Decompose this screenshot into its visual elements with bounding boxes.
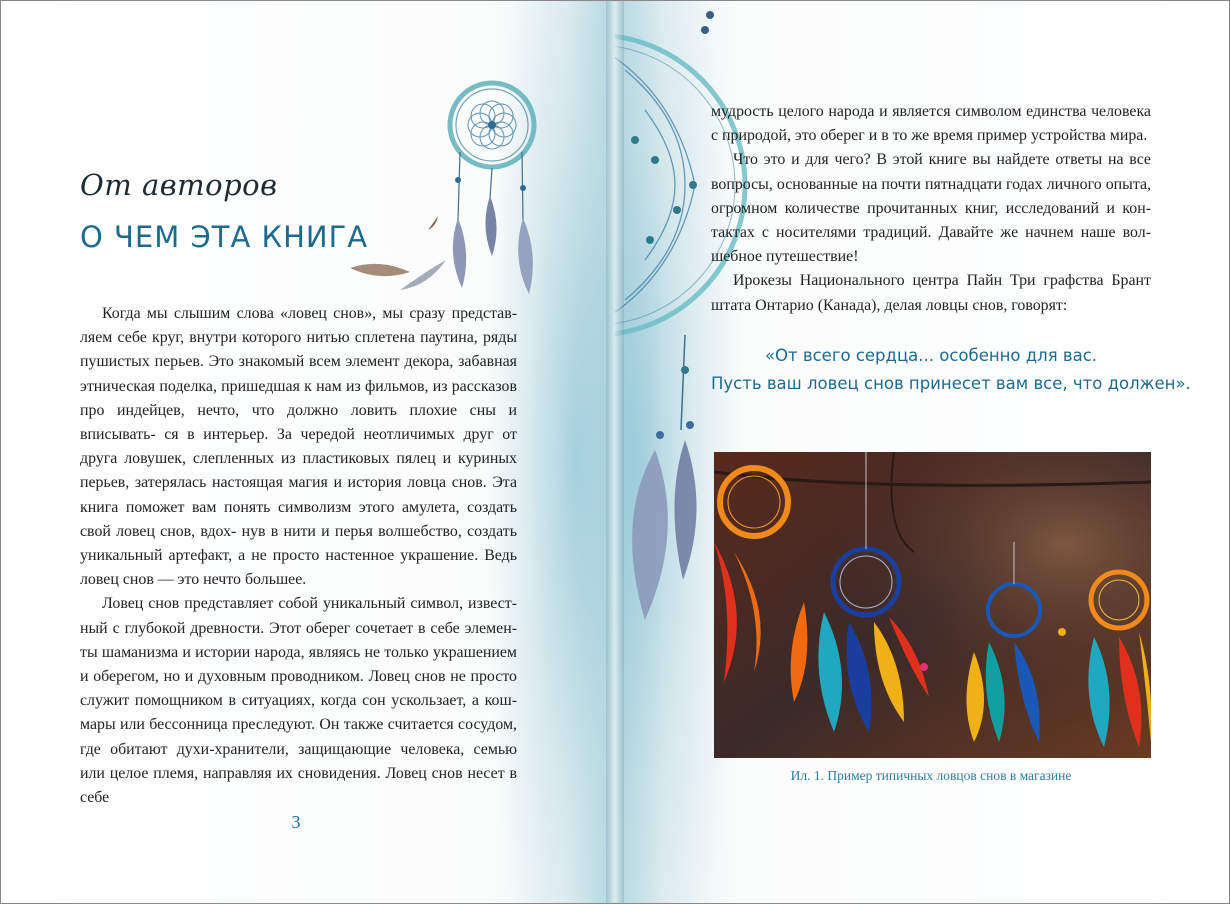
iroquois-quote — [711, 342, 1191, 398]
text-line: понять символизм этого амулета, создать свой ловец снов, вдох- — [80, 498, 517, 540]
text-line: служит помощником в ситуациях, когда сон ускользает, а кош- — [80, 692, 517, 710]
text-line: Ирокезы Национального центра Пайн Три графства Брант — [733, 272, 1151, 290]
text-line: Что это и для чего? В этой книге вы найдете ответы на все — [733, 151, 1151, 169]
text-line: штата Онтарио (Канада), делая ловцы снов, говорят: — [711, 296, 1068, 314]
text-line: мары или бессонница преследуют. Он также считается сосудом, — [80, 716, 517, 734]
right-body-text — [711, 100, 1151, 318]
text-line: Ловец снов представляет собой уникальный символ, извест- — [102, 595, 517, 613]
paragraph — [711, 148, 1151, 269]
book-gutter — [606, 0, 624, 904]
text-line: слепленных из пластиковых пялец и куриных перьев, затерялась — [80, 450, 517, 492]
paragraph — [80, 592, 517, 810]
paragraph — [711, 100, 1151, 148]
text-line: с природой, это оберег и в то же время пример устройства мира. — [711, 127, 1148, 145]
quote-line: Пусть ваш ловец снов принесет вам все, что должен». — [711, 374, 1191, 393]
figure-caption: Ил. 1. Пример типичных ловцов снов в магазине — [790, 768, 1072, 783]
heading-about-book: О ЧЕМ ЭТА КНИГА — [80, 220, 369, 254]
page-number: 3 — [291, 812, 301, 832]
paragraph — [711, 269, 1151, 317]
text-line: ся в интерьер. За чередой неотличимых друг от друга ловушек, — [80, 426, 517, 468]
text-line: и оберегом, но и духовным проводником. Ловец снов не просто — [80, 668, 517, 686]
paragraph — [80, 302, 517, 592]
right-page — [615, 0, 1230, 904]
text-line: шебное путешествие! — [711, 248, 859, 266]
text-line: настоящая магия и история ловца снов. Эта книга поможет вам — [80, 474, 517, 516]
dreamcatchers-photo — [714, 452, 1151, 758]
text-line: пушистых перьев. Это знакомый всем элемент декора, забавная — [80, 353, 517, 371]
quote-line: «От всего сердца... особенно для вас. — [764, 346, 1098, 365]
text-line: а не просто настенное украшение. Ведь ловец снов — это нечто — [80, 547, 517, 589]
text-line: мудрость целого народа и является символом единства человека — [711, 103, 1151, 120]
text-line: нув в нити и перья волшебство, создать уникальный артефакт, — [80, 522, 517, 565]
dreamcatcher-illustration-left — [330, 70, 540, 300]
text-line: этническая поделка, пришедшая к нам из фильмов, из рассказов — [80, 377, 517, 395]
text-line: большее. — [244, 571, 307, 589]
heading-from-authors: От авторов — [80, 168, 278, 202]
text-line: ляем себе круг, внутри которого нитью сплетена паутина, ряды — [80, 329, 517, 347]
text-line: Когда мы слышим слова «ловец снов», мы сразу представ- — [102, 305, 517, 322]
text-line: целое племя, направляя их сновидения. Ловец снов несет в себе — [80, 764, 517, 807]
text-line: ты шаманизма и истории народа, являясь не только украшением — [80, 643, 517, 661]
text-line: где обитают духи-хранители, защищающие человека, семью или — [80, 740, 517, 782]
text-line: ный с глубокой древности. Этот оберег сочетает в себе элемен- — [80, 619, 517, 637]
text-line: огромном количестве прочитанных книг, исследований и кон- — [711, 199, 1151, 217]
text-line: вопросы, основанные на почти пятнадцати годах личного опыта, — [711, 175, 1151, 193]
left-body-text — [80, 302, 517, 810]
text-line: про индейцев, нечто, что должно ловить плохие сны и вписывать- — [80, 401, 517, 444]
text-line: тактах с носителями традиций. Давайте же начнем наше вол- — [711, 224, 1151, 242]
